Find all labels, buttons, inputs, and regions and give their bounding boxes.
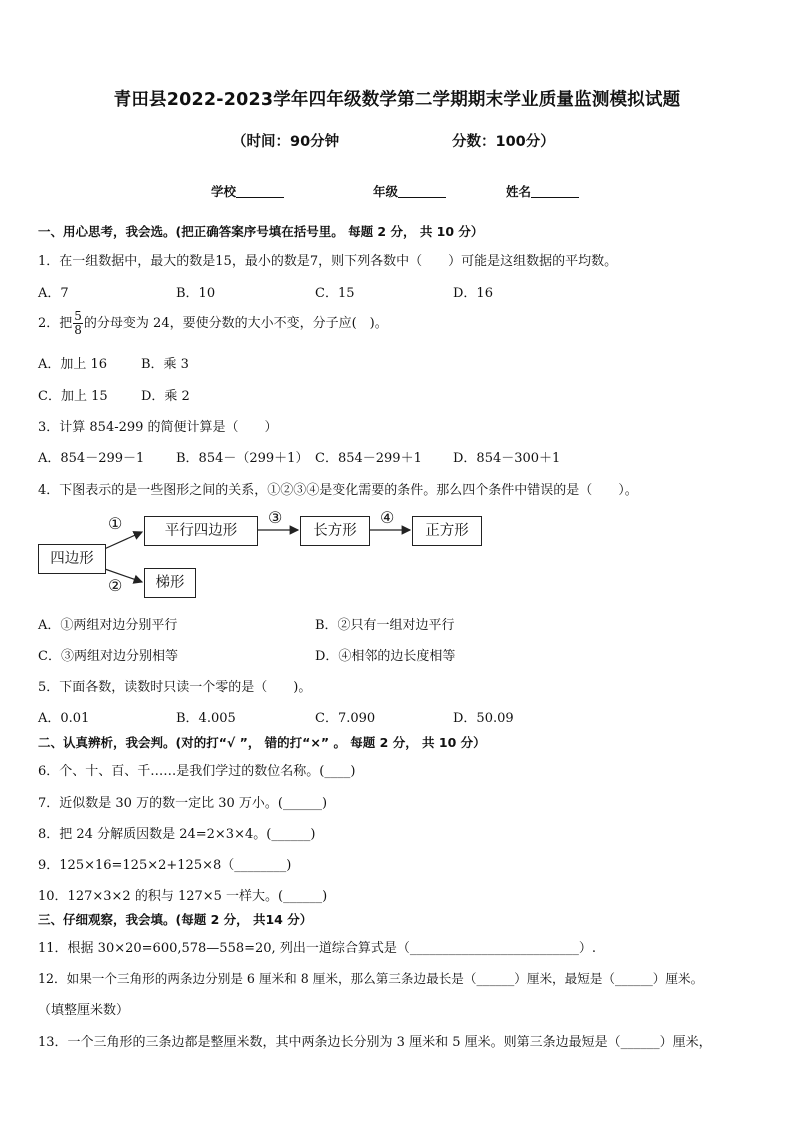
q2-prefix: 2．把 bbox=[38, 316, 73, 331]
box-quadrilateral: 四边形 bbox=[38, 544, 106, 574]
q5-option-b: B．4.005 bbox=[176, 711, 236, 726]
section-3-heading: 三、仔细观察，我会填。(每题 2 分， 共14 分） bbox=[38, 912, 313, 927]
question-1: 1．在一组数据中，最大的数是15，最小的数是7，则下列各数中（ ）可能是这组数据的平均数。 bbox=[38, 254, 618, 269]
q2-option-d: D．乘 2 bbox=[141, 389, 190, 404]
q2-option-a: A．加上 16 bbox=[38, 357, 108, 372]
question-2 bbox=[38, 310, 388, 337]
box-trapezoid: 梯形 bbox=[144, 568, 196, 598]
grade-blank bbox=[398, 185, 446, 198]
q1-option-a: A．7 bbox=[38, 286, 69, 301]
name-label: 姓名 bbox=[506, 184, 532, 199]
exam-score: 分数：100分） bbox=[452, 134, 555, 150]
q4-option-b: B．②只有一组对边平行 bbox=[315, 618, 455, 633]
section-2-heading: 二、认真辨析，我会判。(对的打“√ ”， 错的打“×” 。 每题 2 分， 共 10 分） bbox=[38, 735, 486, 750]
grade-label: 年级 bbox=[373, 184, 399, 199]
question-9: 9．125×16=125×2+125×8（________) bbox=[38, 858, 292, 873]
name-field bbox=[506, 182, 579, 200]
question-7: 7．近似数是 30 万的数一定比 30 万小。(______) bbox=[38, 796, 328, 811]
q1-option-b: B．10 bbox=[176, 286, 216, 301]
fraction-numerator: 5 bbox=[74, 309, 82, 323]
q2-option-c: C．加上 15 bbox=[38, 389, 108, 404]
q4-option-c: C．③两组对边分别相等 bbox=[38, 649, 178, 664]
page-title: 青田县2022-2023学年四年级数学第二学期期末学业质量监测模拟试题 bbox=[113, 90, 681, 110]
arrow-1 bbox=[102, 532, 142, 550]
question-8: 8．把 24 分解质因数是 24=2×3×4。(______) bbox=[38, 827, 316, 842]
condition-1-label: ① bbox=[108, 514, 123, 533]
q5-option-d: D．50.09 bbox=[453, 711, 514, 726]
q5-option-c: C．7.090 bbox=[315, 711, 376, 726]
question-13: 13．一个三角形的三条边都是整厘米数，其中两条边长分别为 3 厘米和 5 厘米。则第三条边最短是（______）厘米， bbox=[38, 1035, 712, 1050]
school-field bbox=[211, 182, 284, 200]
question-6: 6．个、十、百、千……是我们学过的数位名称。(____) bbox=[38, 764, 356, 779]
q4-option-d: D．④相邻的边长度相等 bbox=[315, 649, 456, 664]
shape-relation-diagram bbox=[36, 506, 496, 606]
question-11: 11．根据 30×20=600,578—558=20, 列出一道综合算式是（__________________________）. bbox=[38, 941, 596, 956]
box-square: 正方形 bbox=[412, 516, 482, 546]
question-5: 5．下面各数，读数时只读一个零的是（ )。 bbox=[38, 680, 312, 695]
school-label: 学校 bbox=[211, 184, 237, 199]
question-3: 3．计算 854-299 的简便计算是（ ） bbox=[38, 420, 278, 435]
section-1-heading: 一、用心思考，我会选。(把正确答案序号填在括号里。 每题 2 分， 共 10 分） bbox=[38, 224, 484, 239]
condition-4-label: ④ bbox=[380, 508, 395, 527]
question-12-note: （填整厘米数） bbox=[38, 1003, 130, 1018]
exam-time: （时间：90分钟 bbox=[232, 134, 340, 150]
q5-option-a: A．0.01 bbox=[38, 711, 90, 726]
q1-option-d: D．16 bbox=[453, 286, 493, 301]
question-4: 4．下图表示的是一些图形之间的关系，①②③④是变化需要的条件。那么四个条件中错误的是（ ）。 bbox=[38, 483, 638, 498]
fraction-denominator: 8 bbox=[74, 323, 82, 337]
q3-option-b: B．854－（299＋1） bbox=[176, 451, 309, 466]
condition-2-label: ② bbox=[108, 576, 123, 595]
q2-option-b: B．乘 3 bbox=[141, 357, 189, 372]
name-blank bbox=[531, 185, 579, 198]
q3-option-c: C．854－299＋1 bbox=[315, 451, 422, 466]
school-blank bbox=[236, 185, 284, 198]
question-10: 10．127×3×2 的积与 127×5 一样大。(______) bbox=[38, 889, 328, 904]
box-parallelogram: 平行四边形 bbox=[144, 516, 258, 546]
q4-option-a: A．①两组对边分别平行 bbox=[38, 618, 178, 633]
box-rectangle: 长方形 bbox=[300, 516, 370, 546]
question-12: 12．如果一个三角形的两条边分别是 6 厘米和 8 厘米，那么第三条边最长是（______）厘米，最短是（______）厘米。 bbox=[38, 971, 704, 986]
fraction-5-8 bbox=[73, 310, 83, 337]
q1-option-c: C．15 bbox=[315, 286, 355, 301]
q2-suffix: 的分母变为 24，要使分数的大小不变，分子应( )。 bbox=[83, 316, 388, 331]
q3-option-a: A．854－299－1 bbox=[38, 451, 145, 466]
grade-field bbox=[373, 182, 446, 200]
q3-option-d: D．854－300＋1 bbox=[453, 451, 561, 466]
condition-3-label: ③ bbox=[268, 508, 283, 527]
